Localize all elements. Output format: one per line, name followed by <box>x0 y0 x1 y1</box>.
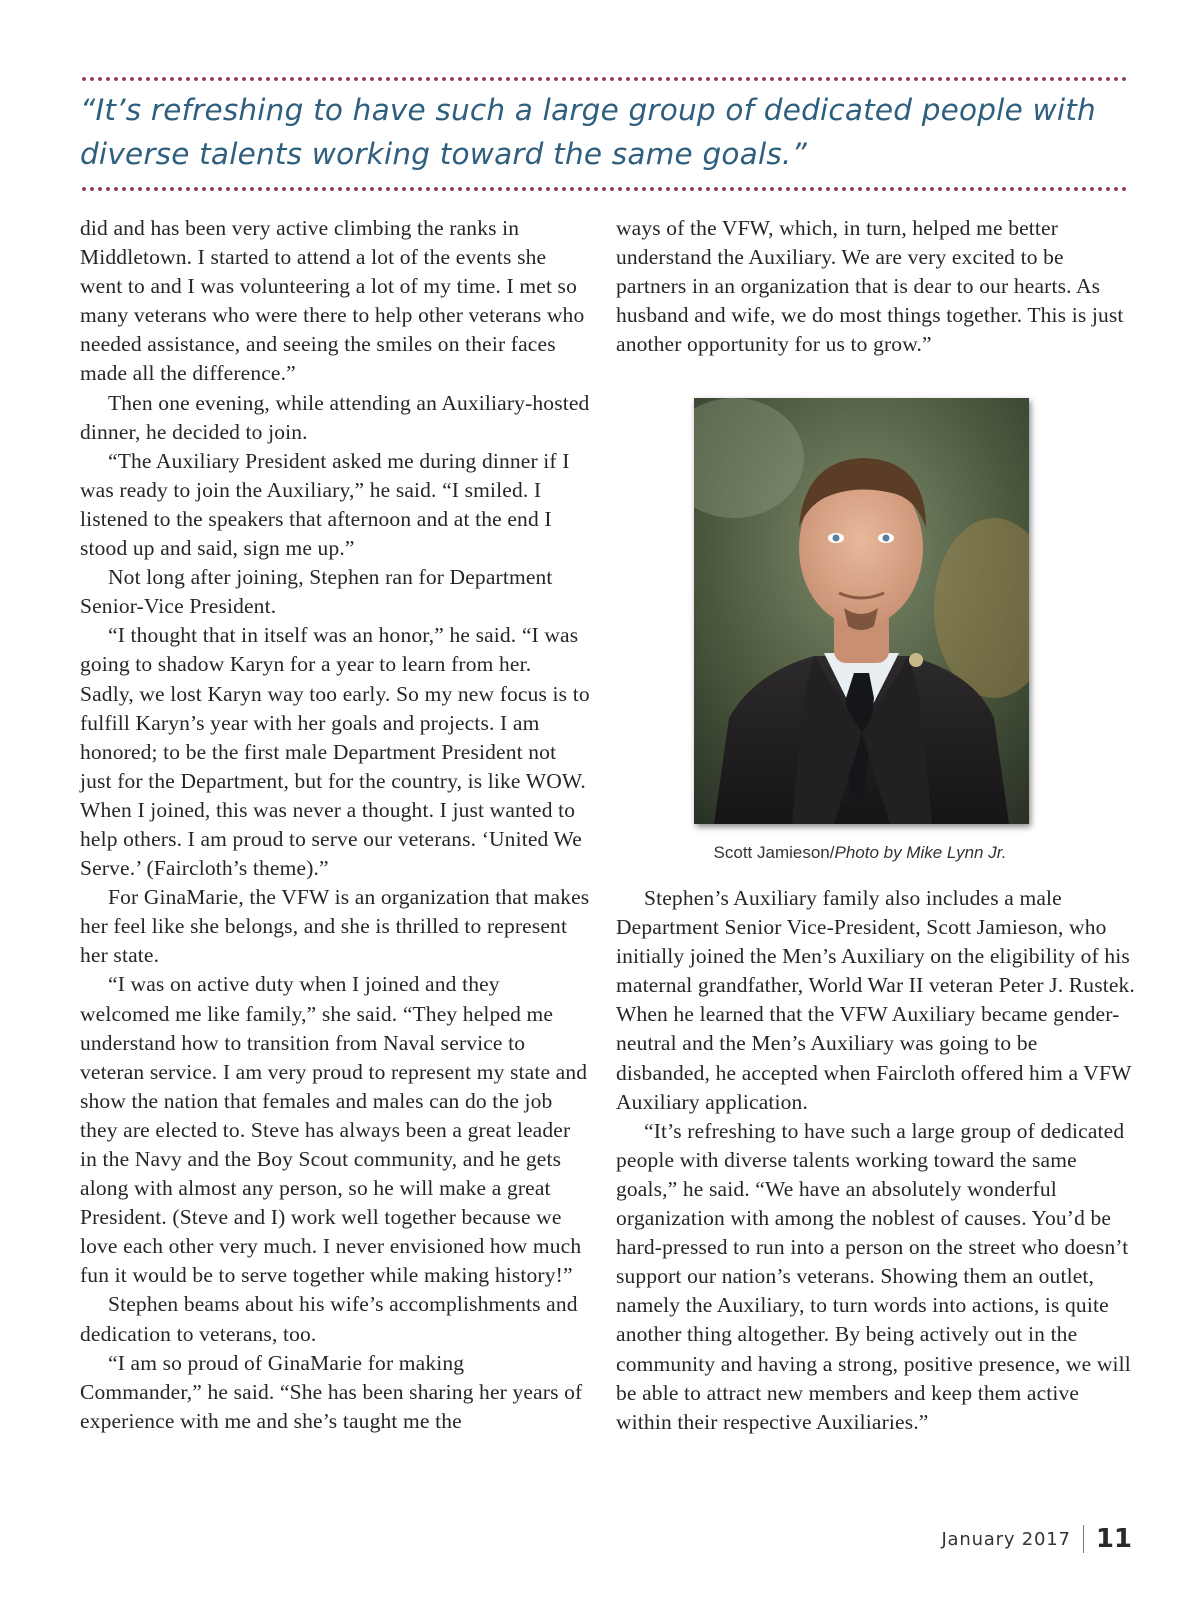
right-column-bottom <box>616 884 1136 1437</box>
bottom-dotted-rule <box>80 186 1130 192</box>
right-column-top <box>616 214 1136 359</box>
paragraph: “I thought that in itself was an honor,” he said. “I was going to shadow Karyn for a year to learn from her. Sadly, we lost Karyn way too early. So my new focus is to fulfill Karyn’s year with her goals and projects. I am honored; to be the first male Department President not just for the Department, but for the country, is like WOW. When I joined, this was never a thought. I just wanted to help others. I am proud to serve our veterans. ‘United We Serve.’ (Faircloth’s theme).” <box>80 623 590 881</box>
caption-name: Scott Jamieson/ <box>713 843 835 862</box>
paragraph: “It’s refreshing to have such a large group of dedicated people with diverse talents working toward the same goals,” he said. “We have an absolutely wonderful organization with among the noblest of causes. You’d be hard-pressed to run into a person on the street who doesn’t support our nation’s veterans. Showing them an outlet, namely the Auxiliary, to turn words into actions, is quite another thing altogether. By being actively out in the community and having a strong, positive presence, we will be able to attract new members and keep them active within their respective Auxiliaries.” <box>616 1118 1131 1434</box>
caption-credit: Photo by Mike Lynn Jr. <box>834 843 1007 862</box>
paragraph: did and has been very active climbing the ranks in Middletown. I started to attend a lot of the events she went to and I was volunteering a lot of my time. I met so many veterans who were there to help other veterans who needed assistance, and seeing the smiles on their faces made all the difference.” <box>80 216 585 386</box>
issue-date: January 2017 <box>941 1528 1071 1550</box>
paragraph: “The Auxiliary President asked me during dinner if I was ready to join the Auxiliary,” he said. “I smiled. I listened to the speakers that afternoon and at the end I stood up and said, sign me up.” <box>80 448 570 561</box>
pull-quote-line-2: diverse talents working toward the same goals.” <box>80 137 807 171</box>
paragraph: “I am so proud of GinaMarie for making Commander,” he said. “She has been sharing her years of experience with me and she’s taught me the <box>80 1350 583 1433</box>
page-footer <box>941 1524 1132 1554</box>
paragraph: Then one evening, while attending an Auxiliary-hosted dinner, he decided to join. <box>80 390 590 444</box>
pull-quote-line-1: “It’s refreshing to have such a large group of dedicated people with <box>80 93 1096 127</box>
paragraph: For GinaMarie, the VFW is an organization that makes her feel like she belongs, and she is thrilled to represent her state. <box>80 885 590 968</box>
paragraph: ways of the VFW, which, in turn, helped me better understand the Auxiliary. We are very excited to be partners in an organization that is dear to our hearts. As husband and wife, we do most things together. This is just another opportunity for us to grow.” <box>616 216 1124 357</box>
paragraph: Stephen beams about his wife’s accomplishments and dedication to veterans, too. <box>80 1292 578 1346</box>
paragraph: Stephen’s Auxiliary family also includes a male Department Senior Vice-President, Scott Jamieson, who initially joined the Men’s Auxiliary on the eligibility of his maternal grandfather, World War II veteran Peter J. Rustek. When he learned that the VFW Auxiliary became gender-neutral and the Men’s Auxiliary was going to be disbanded, he accepted when Faircloth offered him a VFW Auxiliary application. <box>616 886 1135 1114</box>
footer-divider <box>1083 1525 1084 1553</box>
left-column <box>80 214 590 1436</box>
page-number: 11 <box>1095 1524 1132 1554</box>
top-dotted-rule <box>80 76 1130 82</box>
photo-caption <box>600 843 1120 863</box>
paragraph: “I was on active duty when I joined and they welcomed me like family,” she said. “They helped me understand how to transition from Naval service to veteran service. I am very proud to represent my state and show the nation that females and males can do the job they are elected to. Steve has always been a great leader in the Navy and the Boy Scout community, and he gets along with almost any person, so he will make a great President. (Steve and I) work well together because we love each other very much. I never envisioned how much fun it would be to serve together while making history!” <box>80 972 588 1288</box>
paragraph: Not long after joining, Stephen ran for Department Senior-Vice President. <box>80 565 553 619</box>
pull-quote <box>80 88 1140 176</box>
portrait-photo <box>694 398 1029 824</box>
